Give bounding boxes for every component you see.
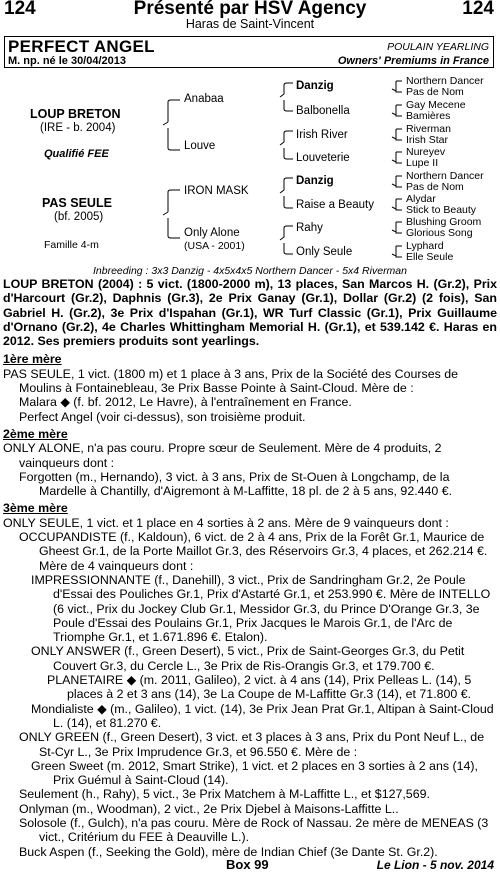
sire-sire: Anabaa (184, 93, 224, 105)
g4-16: Elle Seule (406, 251, 454, 263)
sire-record: LOUP BRETON (2004) : 5 vict. (1800-2000 m), 13 places, San Marcos H. (Gr.2), Prix d'Harcourt (Gr.2), Daphnis (Gr.3), 2e Prix Ganay (Gr.1), Dollar (Gr.2) (2 fois), San Gabriel H. (Gr.2), 3e Prix d'Ispahan (Gr.1), WR Turf Classic (Gr.1), Prix Guillaume d'Ornano (Gr.2), 4e Charles Whittingham Memorial H. (Gr.1), et 539.142 €. Haras en 2012. Ses premiers produits sont yearlings. (3, 277, 497, 349)
sire-info: (IRE - b. 2004) (40, 122, 116, 134)
g3-4: Louveterie (296, 152, 350, 164)
sire-dam: Louve (184, 140, 216, 152)
section-2eme-mere: 2ème mère (3, 426, 68, 441)
section-3eme-mere: 3ème mère (3, 501, 68, 516)
horse-sex: POULAIN YEARLING (387, 41, 489, 53)
mere3-produce-impressionnante: IMPRESSIONNANTE (f., Danehill), 3 vict., Prix de Sandringham Gr.2, 2e Poule d'Essai des Pouliches Gr.1, Prix d'Astarté Gr.1, et 253.990 €. Mère de INTELLO (6 vict., Prix du Jockey Club Gr.1, Messidor Gr.3, du Prince D'Orange Gr.3, 3e Poule d'Essai des Poulains Gr.1, Prix Jacques le Marois Gr.1, de l'Arc de Triomphe Gr.1, et 1.671.896 €. Etalon). (31, 572, 491, 645)
g3-6: Raise a Beauty (296, 199, 374, 211)
page-title: Présenté par HSV Agency (133, 0, 367, 19)
mere3-produce-only-answer: ONLY ANSWER (f., Green Desert), 5 vict., Prix de Saint-Georges Gr.3, du Petit Couvert Gr.3, du Cercle L., 3e Prix de Ris-Orangis Gr.3, et 179.700 €. (31, 644, 465, 673)
dam-sire: IRON MASK (184, 185, 249, 197)
sire-name: LOUP BRETON (30, 107, 121, 121)
mere3-produce-only-green: ONLY GREEN (f., Green Desert), 3 vict. et 3 places à 3 ans, Prix du Pont Neuf L., de St-Cyr L., 3e Prix Imprudence Gr.3, et 96.550 €. Mère de : (19, 730, 485, 759)
horse-birth: M. np. né le 30/04/2013 (8, 55, 127, 67)
lot-number-right: 124 (462, 0, 494, 19)
horse-name: PERFECT ANGEL (8, 37, 155, 56)
pedigree-brackets (0, 70, 500, 265)
g3-1: Danzig (296, 80, 334, 92)
consignor-subtitle: Haras de Saint-Vincent (185, 17, 315, 31)
g4-1: Northern Dancer (406, 75, 484, 87)
g4-4: Bamières (406, 110, 451, 122)
mere2-record: ONLY ALONE, n'a pas couru. Propre sœur de Seulement. Mère de 4 produits, 2 vainqueurs dont : (3, 441, 442, 470)
g3-2: Balbonella (296, 105, 350, 117)
mere3-produce-green-sweet: Green Sweet (m. 2012, Smart Strike), 1 vict. et 2 places en 3 sorties à 2 ans (14), Prix Guémul à Saint-Cloud (14). (31, 758, 478, 788)
owners-premiums: Owners' Premiums in France (337, 55, 489, 67)
mere2-produce-1: Forgotten (m., Hernando), 3 vict. à 3 ans, Prix de St-Ouen à Longchamp, de la Mardelle à Chantilly, d'Aigremont à M-Laffitte, 18 pl. de 2 à 5 ans, 92.440 €. (19, 469, 453, 499)
g4-11: Alydar (406, 193, 436, 205)
g4-14: Glorious Song (406, 227, 473, 239)
mere1-produce-2: Perfect Angel (voir ci-dessus), son troisième produit. (19, 409, 306, 424)
g4-2: Pas de Nom (406, 86, 464, 98)
g3-8: Only Seule (296, 246, 353, 258)
g3-3: Irish River (296, 129, 348, 141)
g4-3: Gay Mecene (406, 99, 466, 111)
sire-note: Qualifié FEE (44, 148, 109, 160)
dam-family: Famille 4-m (44, 239, 99, 251)
g4-8: Lupe II (406, 157, 439, 169)
dam-name: PAS SEULE (42, 196, 112, 210)
mere3-produce-occupandiste: OCCUPANDISTE (f., Kaldoun), 6 vict. de 2 à 4 ans, Prix de la Forêt Gr.1, Maurice de Gheest Gr.1, de la Porte Maillot Gr.3, des Réservoirs Gr.3, 4 places, et 262.214 €. Mère de 4 vainqueurs dont : (19, 530, 488, 573)
g4-6: Irish Star (406, 134, 449, 146)
mere3-produce-planetaire: PLANETAIRE ◆ (m. 2011, Galileo), 2 vict. à 4 ans (14), Prix Pelleas L. (14), 5 places à 2 et 3 ans (14), 3e La Coupe de M-Laffitte Gr.3 (14), et 71.800 €. (47, 673, 472, 702)
g4-7: Nureyev (406, 146, 446, 158)
g4-9: Northern Dancer (406, 170, 484, 182)
lot-number-left: 124 (4, 0, 36, 19)
g4-5: Riverman (406, 123, 451, 135)
g3-5: Danzig (296, 175, 334, 187)
mere3-produce-onlyman: Onlyman (m., Woodman), 2 vict., 2e Prix Djebel à Maisons-Laffitte L.. (19, 801, 399, 816)
inbreeding-note: Inbreeding : 3x3 Danzig - 4x5x4x5 Northern Dancer - 5x4 Riverman (93, 265, 407, 277)
mere3-produce-solosole: Solosole (f., Gulch), n'a pas couru. Mère de Rock of Nassau. 2e mère de MENEAS (3 vict., Critérium du FEE à Deauville L.). (19, 815, 489, 845)
catalogue-text (3, 277, 497, 859)
mere3-produce-mondialiste: Mondialiste ◆ (m., Galileo), 1 vict. (14), 3e Prix Jean Prat Gr.1, Altipan à Saint-Cloud L. (14), et 81.270 €. (31, 701, 494, 730)
g4-12: Stick to Beauty (406, 204, 477, 216)
g4-15: Lyphard (406, 240, 444, 252)
g4-13: Blushing Groom (406, 216, 482, 228)
mere1-produce-1: Malara ◆ (f. bf. 2012, Le Havre), à l'entraînement en France. (19, 395, 352, 410)
dam-dam-info: (USA - 2001) (184, 240, 245, 252)
mere1-record: PAS SEULE, 1 vict. (1800 m) et 1 place à 3 ans, Prix de la Société des Courses de Moulins à Fontainebleau, 3e Prix Basse Pointe à Saint-Cloud. Mère de : (3, 366, 459, 396)
mere3-produce-seulement: Seulement (h., Rahy), 5 vict., 3e Prix Matchem à M-Laffitte L., et $127,569. (19, 787, 430, 802)
section-1ere-mere: 1ère mère (3, 352, 62, 367)
dam-dam: Only Alone (184, 227, 240, 239)
mere3-record: ONLY SEULE, 1 vict. et 1 place en 4 sorties à 2 ans. Mère de 9 vainqueurs dont : (3, 515, 449, 530)
sale-info: Le Lion - 5 nov. 2014 (376, 858, 494, 872)
g3-7: Rahy (296, 222, 323, 234)
g4-10: Pas de Nom (406, 181, 464, 193)
mere3-produce-buck-aspen: Buck Aspen (f., Seeking the Gold), mère de Indian Chief (3e Dante St. Gr.2). (19, 844, 438, 859)
dam-info: (bf. 2005) (54, 211, 104, 223)
box-number: Box 99 (226, 857, 269, 872)
